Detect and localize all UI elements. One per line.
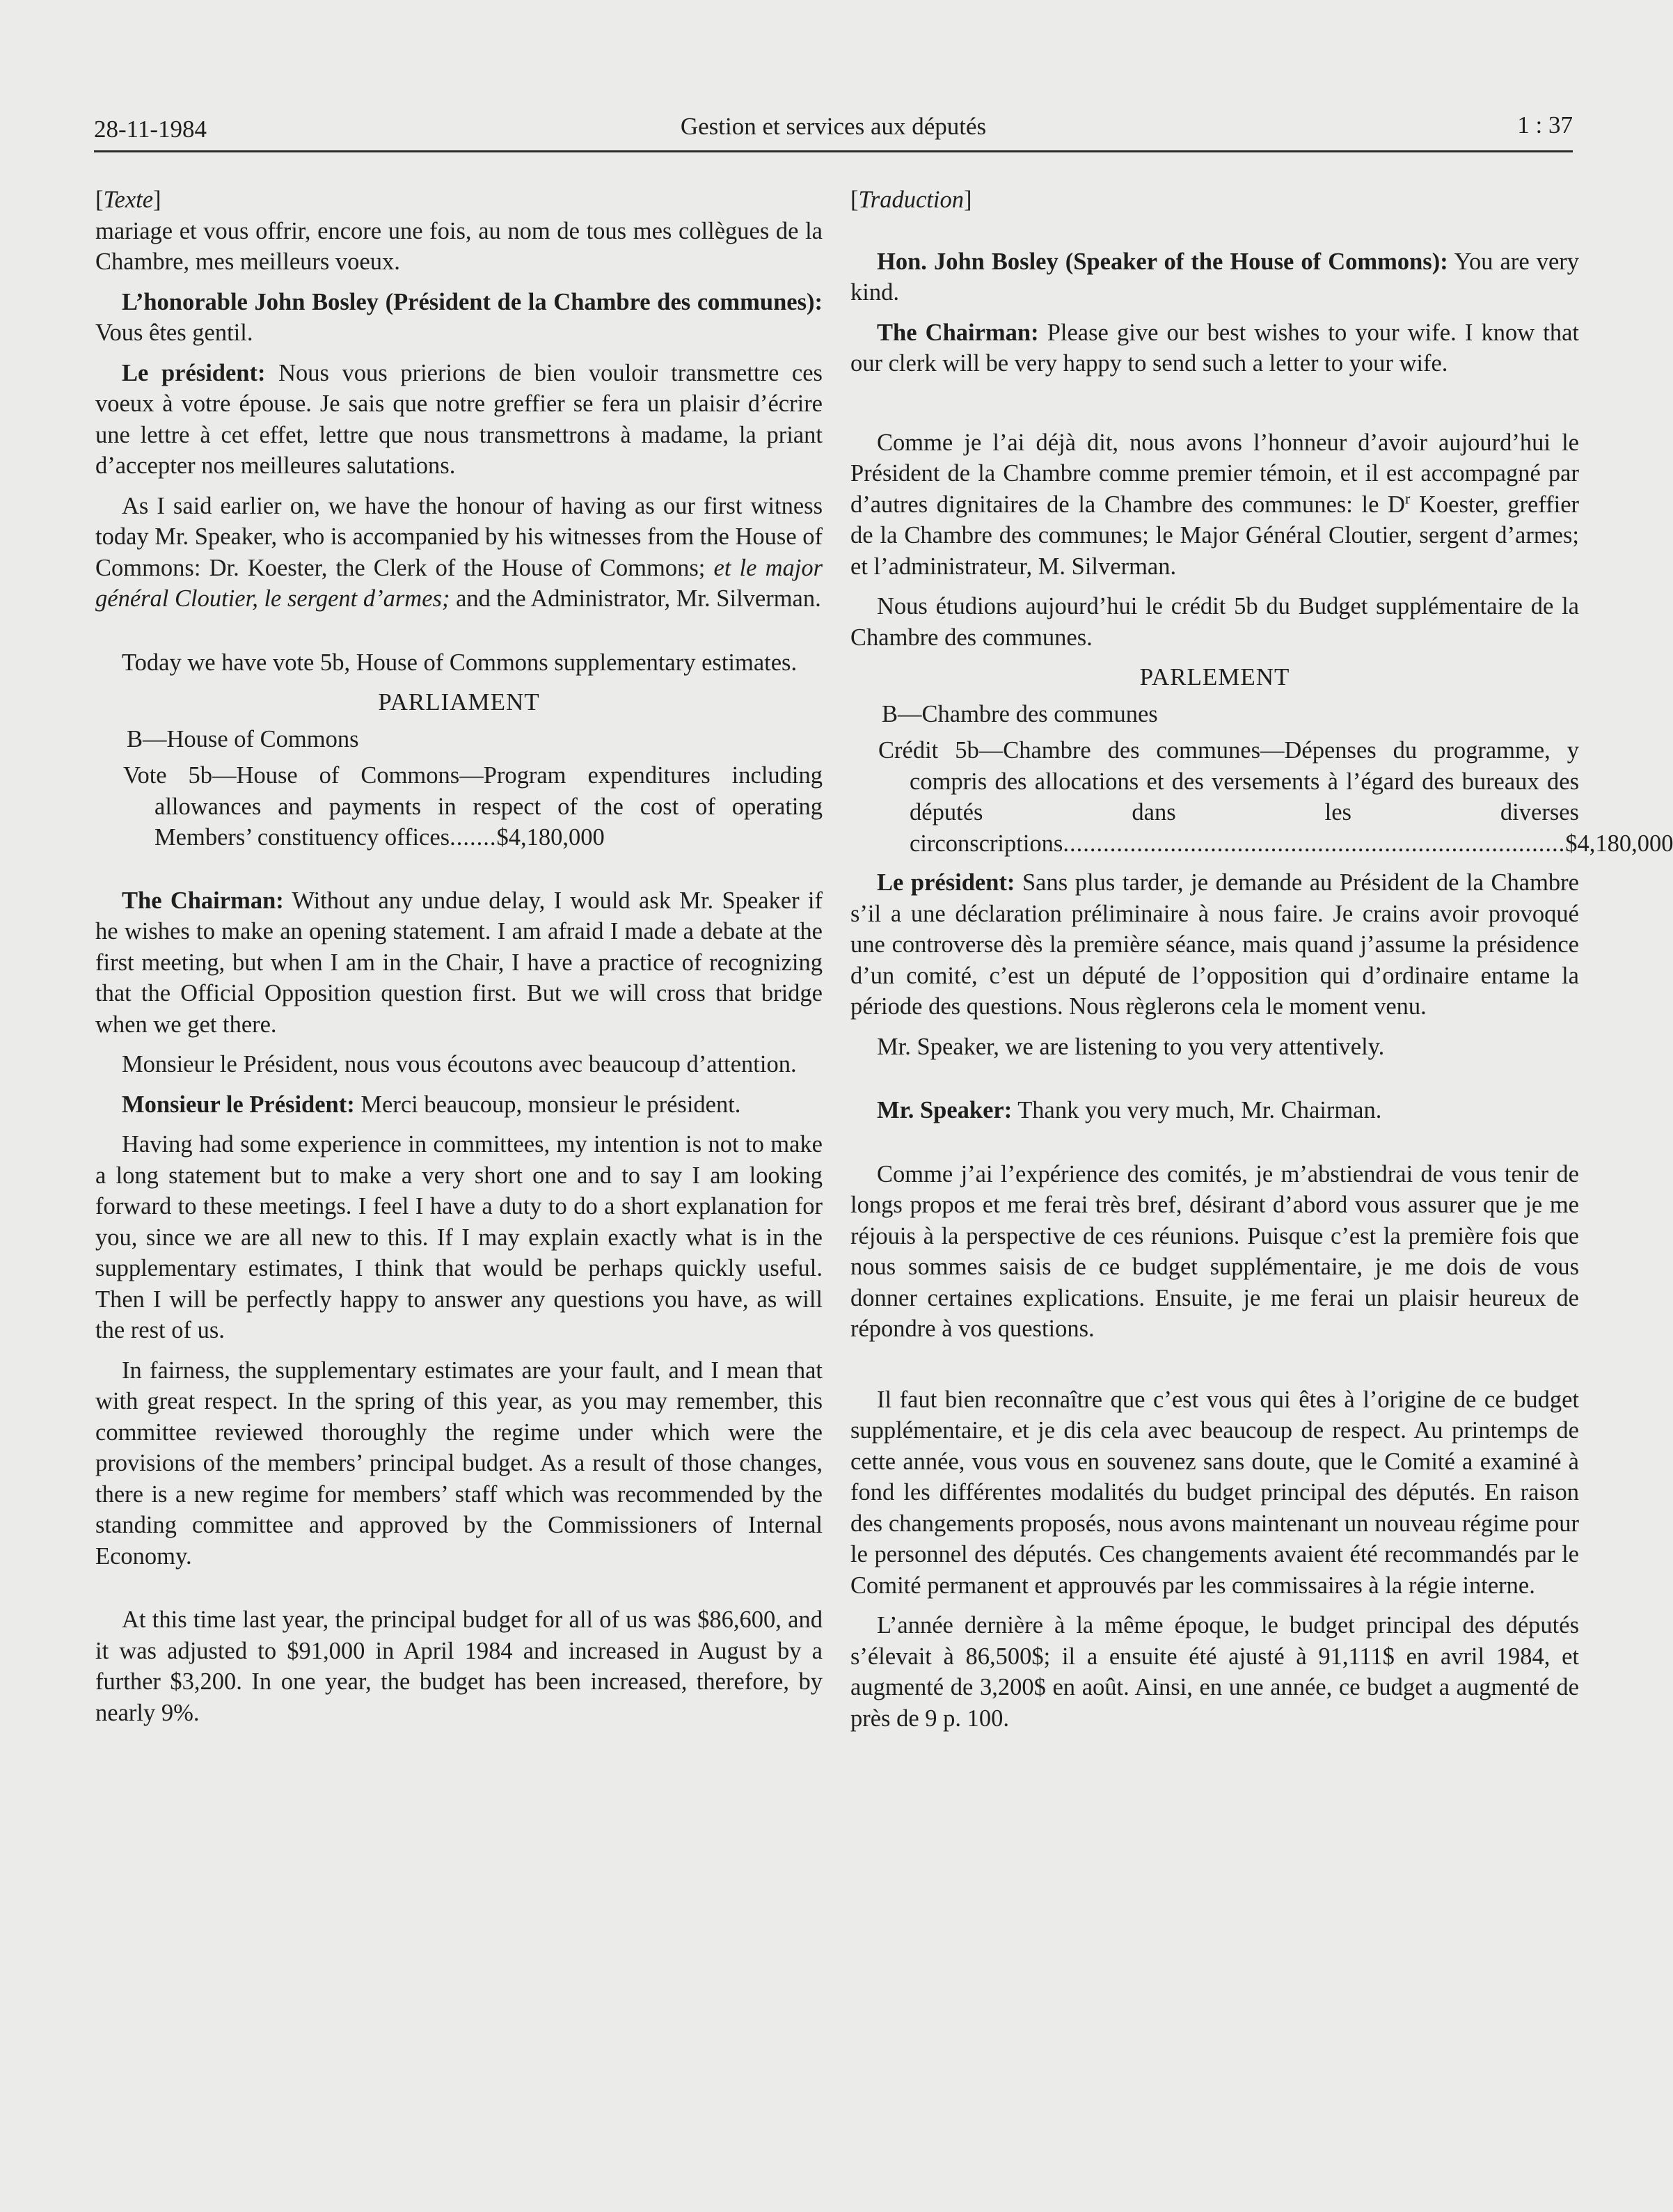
speaker-name: Hon. John Bosley (Speaker of the House of Commons): <box>877 248 1448 275</box>
paragraph: Today we have vote 5b, House of Commons supplementary estimates. <box>122 649 798 676</box>
paragraph: Le président: Sans plus tarder, je demande au Président de la Chambre s’il a une déclaration préliminaire à nous faire. Je crains avoir provoqué une controverse dès la première séance, mais quand j’assume la présidence d’un comité, c’est un député de l’opposition qui d’ordinaire entame la période des questions. Nous règlerons cela le moment venu. <box>850 869 1579 1020</box>
paragraph: At this time last year, the principal budget for all of us was $86,600, and it was adjusted to $91,000 in April 1984 and increased in August by a further $3,200. In one year, the budget has been increased, therefore, by nearly 9%. <box>95 1606 823 1726</box>
paragraph: Le président: Nous vous prierions de bien vouloir transmettre ces voeux à votre épouse. Je sais que notre greffier se fera un plaisir d’écrire une lettre à cet effet, lettre que nous transmettrons à madame, la priant d’accepter nos meilleures salutations. <box>95 359 823 479</box>
vote-item: Vote 5b—House of Commons—Program expenditures including allowances and payments in respect of the cost of operating Members’ constituency offices.......$4,180,000 <box>123 762 823 851</box>
paragraph: Comme je l’ai déjà dit, nous avons l’honneur d’avoir aujourd’hui le Président de la Chambre comme premier témoin, et il est accompagné par d’autres dignitaires de la Chambre des communes: le $D^r$ Koester, greffier de la Chambre des communes; le Major Général Cloutier, sergent d’armes; et l’administrateur, M. Silverman. <box>850 429 1580 580</box>
vote-amount: $4,180,000 <box>496 824 605 851</box>
vote-item: Crédit 5b—Chambre des communes—Dépenses du programme, y compris des allocations et des versements à l’égard des bureaux des députés dans les diverses circonscriptions...........................................................................$4,180,000 <box>878 737 1673 857</box>
right-column <box>850 184 1673 1743</box>
page-number: 1 : 37 <box>1517 111 1573 139</box>
subheading: B—Chambre des communes <box>882 700 1158 727</box>
leader-dots: ........................................................................... <box>1063 830 1566 857</box>
header-title: Gestion et services aux députés <box>680 113 987 140</box>
speaker-name: Le président: <box>877 869 1015 896</box>
paragraph: mariage et vous offrir, encore une fois, au nom de tous mes collègues de la Chambre, mes meilleurs voeux. <box>95 217 823 275</box>
speaker-name: The Chairman: <box>122 887 284 914</box>
paragraph: L’année dernière à la même époque, le budget principal des députés s’élevait à 86,500$; il a ensuite été ajusté à 91,111$ en avril 1984, et augmenté de 3,200$ en août. Ainsi, en une année, ce budget a augmenté de près de 9 p. 100. <box>850 1612 1579 1732</box>
section-heading: PARLEMENT <box>1139 663 1290 690</box>
paragraph: Mr. Speaker, we are listening to you very attentively. <box>877 1033 1385 1060</box>
header-date: 28-11-1984 <box>94 116 207 143</box>
paragraph: Il faut bien reconnaître que c’est vous qui êtes à l’origine de ce budget supplémentaire, et je dis cela avec beaucoup de respect. Au printemps de cette année, vous vous en souvenez sans doute, que le Comité a examiné à fond les différentes modalités du budget principal des députés. En raison des changements proposés, nous avons maintenant un nouveau régime pour le personnel des députés. Ces changements avaient été recommandés par le Comité permanent et approuvés par les commissaires à la régie interne. <box>850 1386 1579 1599</box>
subheading: B—House of Commons <box>127 725 359 752</box>
speaker-name: L’honorable John Bosley (Président de la Chambre des communes): <box>122 288 823 315</box>
paragraph: L’honorable John Bosley (Président de la Chambre des communes): Vous êtes gentil. <box>95 288 823 346</box>
speaker-name: Mr. Speaker: <box>877 1097 1013 1123</box>
paragraph: Mr. Speaker: Thank you very much, Mr. Chairman. <box>877 1097 1382 1123</box>
section-tag: [Traduction] <box>850 187 972 213</box>
paragraph: Hon. John Bosley (Speaker of the House of Commons): You are very kind. <box>850 248 1579 306</box>
paragraph: Nous étudions aujourd’hui le crédit 5b du Budget supplémentaire de la Chambre des communes. <box>850 593 1579 651</box>
paragraph: As I said earlier on, we have the honour of having as our first witness today Mr. Speaker, who is accompanied by his witnesses from the House of Commons: Dr. Koester, the Clerk of the House of Commons; et le major général Cloutier, le sergent d’armes; and the Administrator, Mr. Silverman. <box>95 492 823 612</box>
speaker-name: The Chairman: <box>877 319 1039 346</box>
section-heading: PARLIAMENT <box>378 688 540 716</box>
paragraph: Monsieur le Président: Merci beaucoup, monsieur le président. <box>122 1091 741 1118</box>
paragraph: The Chairman: Please give our best wishes to your wife. I know that our clerk will be very happy to send such a letter to your wife. <box>850 319 1579 377</box>
paragraph: Having had some experience in committees, my intention is not to make a long statement but to make a very short one and to say I am looking forward to these meetings. I feel I have a duty to do a short explanation for you, since we are all new to this. If I may explain exactly what is in the supplementary estimates, I think that would be perhaps quickly useful. Then I will be perfectly happy to answer any questions you have, as will the rest of us. <box>95 1131 823 1343</box>
left-column <box>95 184 823 1737</box>
section-tag: [Texte] <box>95 187 161 213</box>
paragraph: Comme j’ai l’expérience des comités, je m’abstiendrai de vous tenir de longs propos et me ferai très bref, désirant d’abord vous assurer que je me réjouis à la perspective de ces réunions. Puisque c’est la première fois que nous sommes saisis de ce budget supplémentaire, je me dois de vous donner certaines explications. Ensuite, je me ferai un plaisir heureux de répondre à vos questions. <box>850 1160 1579 1342</box>
speaker-name: Le président: <box>122 359 266 386</box>
running-header <box>94 109 1573 152</box>
leader-dots: ....... <box>450 824 497 851</box>
speaker-name: Monsieur le Président: <box>122 1091 355 1118</box>
section-tag-label: Texte <box>103 187 154 213</box>
paragraph: In fairness, the supplementary estimates are your fault, and I mean that with great respect. In the spring of this year, as you may remember, this committee reviewed thoroughly the regime under which were the provisions of the members’ principal budget. As a result of those changes, there is a new regime for members’ staff which was recommended by the standing committee and approved by the Commissioners of Internal Economy. <box>95 1357 823 1570</box>
paragraph: Monsieur le Président, nous vous écoutons avec beaucoup d’attention. <box>122 1051 797 1077</box>
vote-amount: $4,180,000 <box>1565 830 1673 857</box>
section-tag-label: Traduction <box>858 187 964 213</box>
paragraph: The Chairman: Without any undue delay, I would ask Mr. Speaker if he wishes to make an opening statement. I am afraid I made a debate at the first meeting, but when I am in the Chair, I have a practice of recognizing that the Official Opposition question first. But we will cross that bridge when we get there. <box>95 887 823 1038</box>
